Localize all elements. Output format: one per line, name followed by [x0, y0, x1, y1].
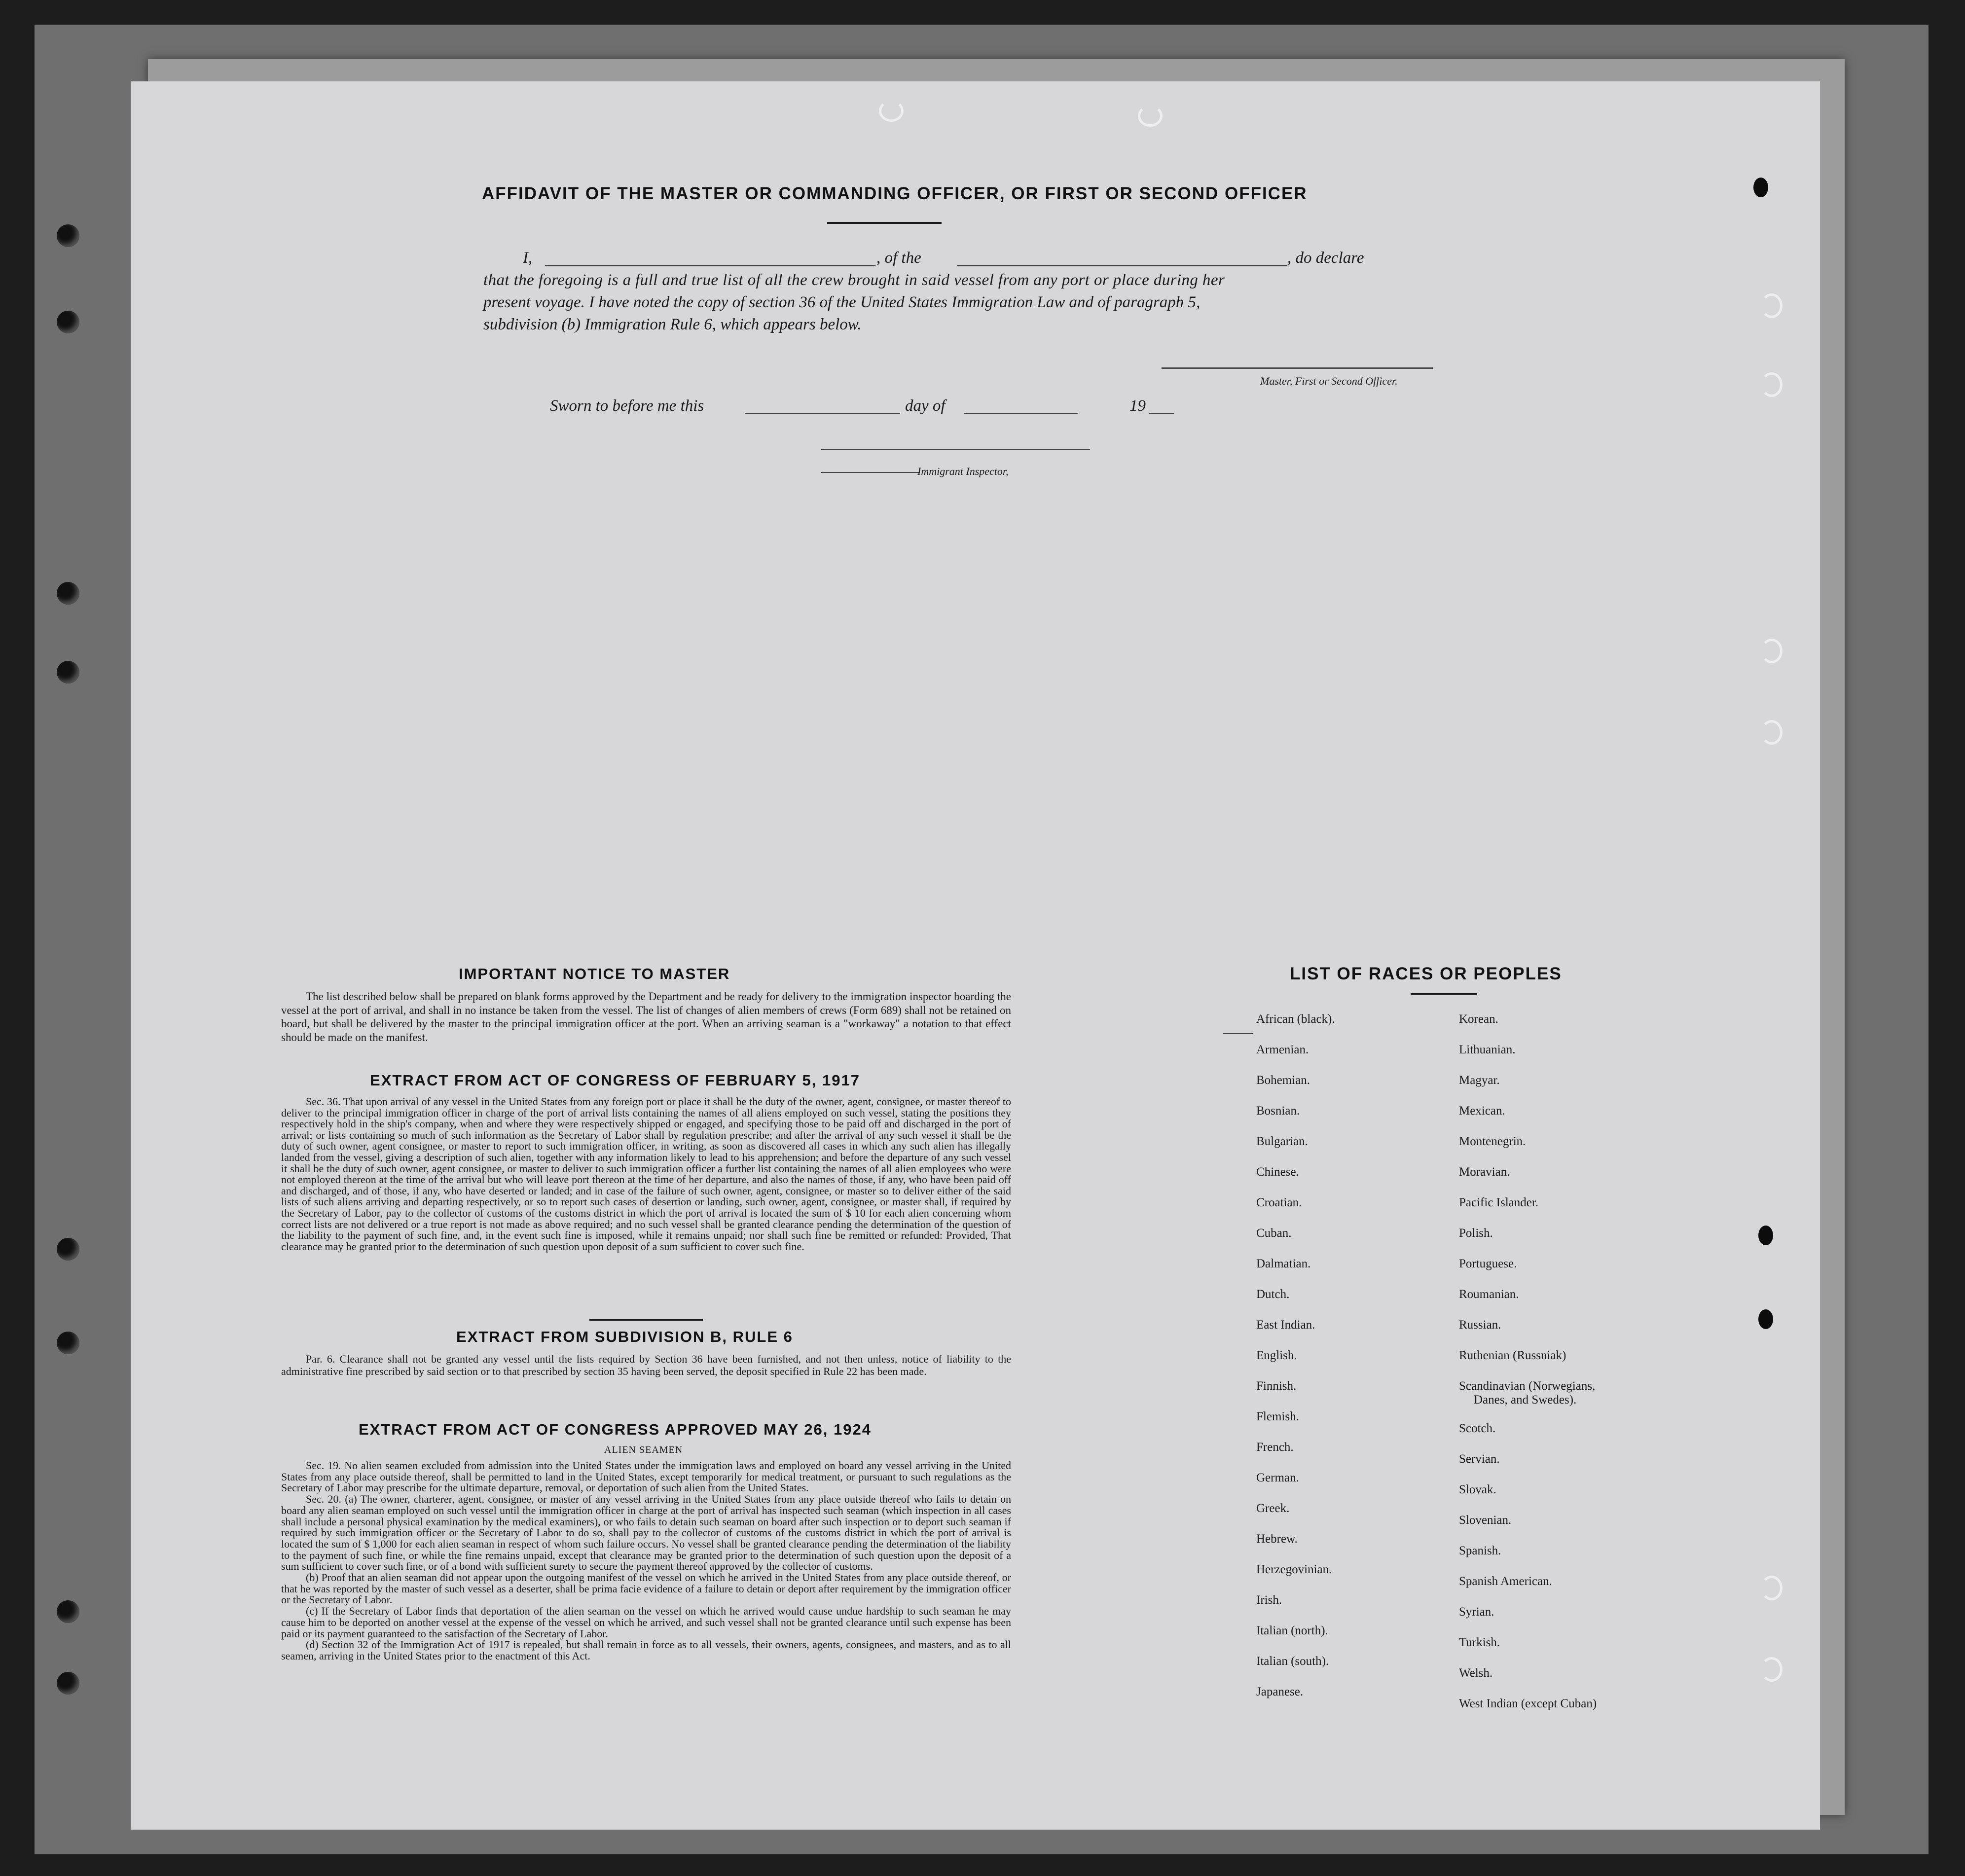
race-item: Dutch. — [1256, 1288, 1290, 1301]
act1924-title: EXTRACT FROM ACT OF CONGRESS APPROVED MAY 26, 1924 — [359, 1421, 872, 1438]
punch-hole — [57, 311, 79, 333]
punch-hole — [57, 224, 79, 247]
punch-hole — [57, 1672, 79, 1695]
affidavit-line2: that the foregoing is a full and true list of all the crew brought in said vessel from any port or place during her — [483, 271, 1225, 289]
races-tick — [1223, 1033, 1253, 1034]
race-item: Flemish. — [1256, 1410, 1299, 1423]
year-label: 19 — [1129, 397, 1146, 415]
affidavit-title: AFFIDAVIT OF THE MASTER OR COMMANDING OFFICER, OR FIRST OR SECOND OFFICER — [482, 184, 1308, 203]
binder-ring — [1761, 293, 1783, 318]
punch-hole — [57, 661, 79, 684]
act1924-sec20c: (c) If the Secretary of Labor finds that deportation of the alien seaman on the vessel on which he arrived would cause undue hardship to such seaman he may cause him to be deported on another vessel at the expense of the vessel on which he arrived, and such vessel shall not be granted clearance until such expense has been paid or its payment guaranteed to the satisfaction of the Secretary of Labor. — [281, 1605, 1011, 1640]
divider — [589, 1319, 703, 1321]
race-item: German. — [1256, 1471, 1299, 1484]
race-item: Slovak. — [1459, 1483, 1496, 1496]
ink-dot — [1758, 1309, 1773, 1329]
rule6-title: EXTRACT FROM SUBDIVISION B, RULE 6 — [456, 1328, 793, 1345]
vessel-name-field[interactable] — [957, 265, 1287, 266]
race-item: Armenian. — [1256, 1043, 1309, 1056]
race-item: Turkish. — [1459, 1636, 1500, 1649]
act1917-text — [281, 1096, 1011, 1252]
sworn-day-field[interactable] — [745, 413, 900, 414]
race-item: Chinese. — [1256, 1165, 1299, 1179]
race-item: Slovenian. — [1459, 1514, 1512, 1527]
master-signature-field[interactable] — [1162, 367, 1433, 369]
race-item: Hebrew. — [1256, 1532, 1298, 1546]
master-signature-label: Master, First or Second Officer. — [1260, 375, 1398, 387]
race-item: Syrian. — [1459, 1605, 1494, 1619]
sworn-label: Sworn to before me this — [550, 397, 704, 415]
punch-hole — [57, 582, 79, 605]
act1924-text — [281, 1460, 1011, 1662]
inspector-signature-label: Immigrant Inspector, — [917, 465, 1009, 477]
binder-ring — [1761, 1576, 1783, 1600]
divider — [827, 222, 942, 224]
punch-hole — [57, 1238, 79, 1261]
sworn-year-field[interactable] — [1149, 413, 1174, 414]
race-item: Irish. — [1256, 1593, 1282, 1607]
race-item: Herzegovinian. — [1256, 1563, 1332, 1576]
act1917-title: EXTRACT FROM ACT OF CONGRESS OF FEBRUARY 5, 1917 — [370, 1072, 860, 1089]
binder-ring — [1138, 105, 1163, 127]
race-item: Korean. — [1459, 1012, 1498, 1026]
race-item: Roumanian. — [1459, 1288, 1519, 1301]
race-item: Bulgarian. — [1256, 1135, 1308, 1148]
binder-ring — [1761, 372, 1783, 397]
act1924-sec19: Sec. 19. No alien seamen excluded from admission into the United States under the immigration laws and employed on board any vessel arriving in the United States from any place outside thereof, shall be permitted to land in the United States, except temporarily for medical treatment, or pursuant to such regulations as the Secretary of Labor may prescribe for the ultimate departure, removal, or deportation of such alien from the United States. — [281, 1459, 1011, 1494]
binder-ring — [1761, 1657, 1783, 1682]
sworn-month-field[interactable] — [964, 413, 1078, 414]
race-item: Bohemian. — [1256, 1074, 1310, 1087]
ink-dot — [1758, 1226, 1773, 1245]
rule6-paragraph: Par. 6. Clearance shall not be granted any vessel until the lists required by Section 36 have been furnished, and not then unless, notice of liability to the administrative fine prescribed by said section or to that prescribed by section 35 having been served, the deposit specified in Rule 22 has been made. — [281, 1353, 1011, 1377]
affidavit-i-label: I, — [523, 249, 533, 267]
binder-ring — [1761, 720, 1783, 745]
act1924-sec20d: (d) Section 32 of the Immigration Act of 1917 is repealed, but shall remain in force as to all vessels, their owners, agents, consignees, and masters, and as to all seamen, arriving in the United States prior to the enactment of this Act. — [281, 1638, 1011, 1662]
races-title: LIST OF RACES OR PEOPLES — [1290, 964, 1562, 983]
race-item: Japanese. — [1256, 1685, 1304, 1698]
race-item: English. — [1256, 1349, 1297, 1362]
race-item: Greek. — [1256, 1502, 1290, 1515]
affidavit-of-label: , of the — [876, 249, 921, 267]
race-item: Magyar. — [1459, 1074, 1500, 1087]
divider — [1411, 993, 1477, 995]
notice-text — [281, 990, 1011, 1044]
race-item: Danes, and Swedes). — [1474, 1393, 1577, 1407]
race-item: Montenegrin. — [1459, 1135, 1526, 1148]
document-page — [131, 81, 1820, 1830]
race-item: Italian (north). — [1256, 1624, 1328, 1637]
notice-title: IMPORTANT NOTICE TO MASTER — [459, 965, 730, 982]
race-item: Spanish. — [1459, 1544, 1501, 1557]
punch-hole — [57, 1332, 79, 1354]
race-item: African (black). — [1256, 1012, 1335, 1026]
binder-ring — [879, 100, 904, 122]
ink-dot — [1753, 178, 1768, 197]
affidavit-line3: present voyage. I have noted the copy of section 36 of the United States Immigration Law and of paragraph 5, — [483, 293, 1201, 311]
race-item: Lithuanian. — [1459, 1043, 1516, 1056]
act1924-sec20b: (b) Proof that an alien seaman did not appear upon the outgoing manifest of the vessel on which he arrived in the United States from any place outside thereof, or that he was reported by the master of such vessel as a deserter, shall be prima facie evidence of a failure to detain or deport after requirement by the immigration officer or the Secretary of Labor. — [281, 1571, 1011, 1606]
race-item: Scotch. — [1459, 1422, 1496, 1435]
notice-paragraph: The list described below shall be prepared on blank forms approved by the Department and be ready for delivery to the immigration inspector boarding the vessel at the port of arrival, and shall in no instance be taken from the vessel. The list of changes of alien members of crews (Form 689) shall not be retained on board, but shall be delivered by the master to the principal immigration officer at the port. When an arriving seaman is a "workaway" a notation to that effect should be made on the manifest. — [281, 990, 1011, 1044]
race-item: Pacific Islander. — [1459, 1196, 1539, 1209]
affidavit-line4: subdivision (b) Immigration Rule 6, which appears below. — [483, 316, 862, 333]
affidavit-declare-label: , do declare — [1287, 249, 1364, 267]
race-item: French. — [1256, 1441, 1294, 1454]
race-item: Welsh. — [1459, 1666, 1493, 1680]
inspector-signature-field-2[interactable] — [821, 472, 920, 473]
race-item: Ruthenian (Russniak) — [1459, 1349, 1566, 1362]
race-item: Mexican. — [1459, 1104, 1505, 1118]
race-item: Croatian. — [1256, 1196, 1302, 1209]
race-item: Portuguese. — [1459, 1257, 1517, 1270]
race-item: Finnish. — [1256, 1379, 1297, 1393]
punch-hole — [57, 1600, 79, 1623]
master-name-field[interactable] — [545, 265, 875, 266]
day-of-label: day of — [905, 397, 946, 415]
race-item: Italian (south). — [1256, 1655, 1329, 1668]
binder-ring — [1761, 639, 1783, 663]
rule6-text — [281, 1353, 1011, 1377]
race-item: Russian. — [1459, 1318, 1501, 1332]
act1924-sec20a: Sec. 20. (a) The owner, charterer, agent, consignee, or master of any vessel arriving in the United States from any place outside thereof who fails to detain on board any alien seaman employed on such vessel until the immigration officer in charge at the port of arrival has inspected such seaman (which inspection in all cases shall include a personal physical examination by the medical examiners), or who fails to detain such seaman on board after such inspection or to deport such seaman if required by such immigration officer or the Secretary of Labor to do so, shall pay to the collector of customs of the customs district in which the port of arrival is located the sum of $ 1,000 for each alien seaman in respect of whom such failure occurs. No vessel shall be granted clearance pending the determination of the liability to the payment of such fine, or while the fine remains unpaid, except that clearance may be granted prior to the determination of such question upon the deposit of a sum sufficient to cover such fine, or of a bond with sufficient surety to secure the payment thereof approved by the collector of customs. — [281, 1493, 1011, 1573]
race-item: East Indian. — [1256, 1318, 1315, 1332]
race-item: Servian. — [1459, 1452, 1500, 1466]
act1924-subtitle: ALIEN SEAMEN — [604, 1444, 683, 1455]
race-item: Scandinavian (Norwegians, — [1459, 1379, 1596, 1393]
inspector-signature-field[interactable] — [821, 449, 1090, 450]
race-item: Spanish American. — [1459, 1575, 1552, 1588]
race-item: Cuban. — [1256, 1227, 1292, 1240]
race-item: West Indian (except Cuban) — [1459, 1697, 1597, 1710]
race-item: Dalmatian. — [1256, 1257, 1311, 1270]
race-item: Moravian. — [1459, 1165, 1510, 1179]
act1917-paragraph: Sec. 36. That upon arrival of any vessel in the United States from any foreign port or place it shall be the duty of the owner, agent, consignee, or master thereof to deliver to the principal immigration officer in charge of the port of arrival lists containing the names of all aliens employed on such vessel, stating the positions they respectively hold in the ship's company, when and where they were respectively shipped or engaged, and specifying those to be paid off and discharged in the port of arrival; or lists containing so much of such information as the Secretary of Labor shall by regulation prescribe; and after the arrival of any such vessel it shall be the duty of such owner, agent consignee, or master to report to such immigration officer, in writing, as soon as discovered all cases in which any such alien has illegally landed from the vessel, giving a description of such alien, together with any information likely to lead to his apprehension; and before the departure of any such vessel it shall be the duty of such owner, agent consignee, or master to deliver to such immigration officer a further list containing the names of all alien employees who were not employed thereon at the time of the arrival but who will leave port thereon at the time of her departure, and also the names of those, if any, who have been paid off and discharged, and of those, if any, who have deserted or landed; and in case of the failure of such owner, agent, consignee, or master so to deliver either of the said lists of such aliens arriving and departing respectively, or so to report such cases of desertion or landing, such owner, agent, consignee, or master shall, if required by the Secretary of Labor, pay to the collector of customs of the customs district in which the port of arrival is located the sum of $ 10 for each alien concerning whom correct lists are not delivered or a true report is not made as above required; and no such vessel shall be granted clearance pending the determination of the question of the liability to the payment of such fine, and, in the event such fine is imposed, while it remains unpaid; nor shall such fine be remitted or refunded: Provided, That clearance may be granted prior to the determination of such question upon deposit of a sum sufficient to cover such fine. — [281, 1095, 1011, 1253]
race-item: Polish. — [1459, 1227, 1493, 1240]
race-item: Bosnian. — [1256, 1104, 1300, 1118]
